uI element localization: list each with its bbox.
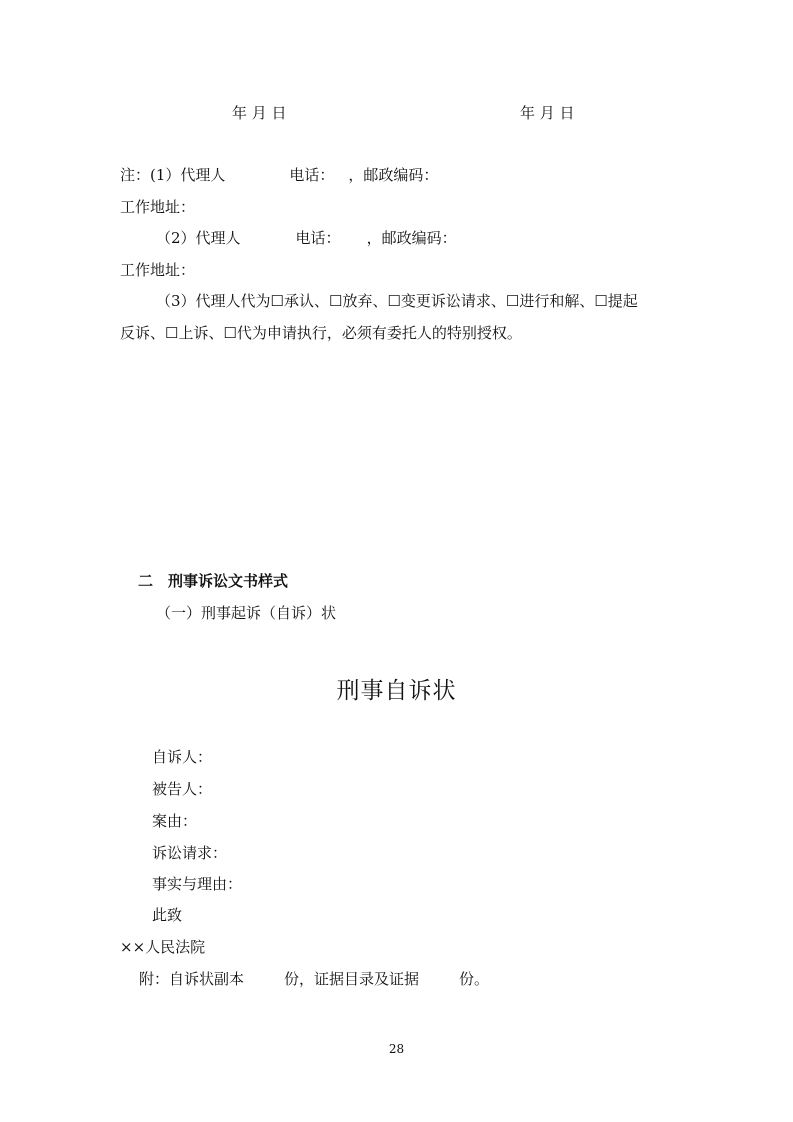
court-name: ××人民法院 <box>120 938 206 956</box>
note-agent-2-phone: 电话： <box>295 229 341 247</box>
note-line-agent-1 <box>120 165 438 185</box>
page-number: 28 <box>388 1042 405 1056</box>
note-agent-2-label: （2）代理人 <box>156 229 241 247</box>
note-agent-1-label: 注：(1）代理人 <box>120 166 226 184</box>
attachment-line <box>139 969 489 989</box>
field-salutation: 此致 <box>152 906 183 924</box>
date-right: 年 月 日 <box>520 104 575 122</box>
note-line-agent-2 <box>156 228 457 248</box>
field-claims: 诉讼请求： <box>152 844 228 862</box>
form-title: 刑事自诉状 <box>336 678 457 704</box>
note-line-address-2: 工作地址： <box>120 261 196 279</box>
note-agent-2-postal: ，邮政编码： <box>366 229 457 247</box>
note-line-address-1: 工作地址： <box>120 198 196 216</box>
field-defendant: 被告人： <box>152 780 213 798</box>
field-cause-of-action: 案由： <box>152 812 198 830</box>
attachment-evidence-label: 份，证据目录及证据 <box>284 970 420 988</box>
field-private-prosecutor: 自诉人： <box>152 748 213 766</box>
attachment-suffix: 份。 <box>459 970 490 988</box>
note-agent-1-postal: ，邮政编码： <box>348 166 439 184</box>
attachment-copy-label: 附：自诉状副本 <box>139 970 245 988</box>
field-facts-and-reasons: 事实与理由： <box>152 875 243 893</box>
date-left: 年 月 日 <box>232 104 287 122</box>
section-heading: 二 刑事诉讼文书样式 <box>138 572 289 590</box>
note-line-authorization-1: （3）代理人代为☐承认、☐放弃、☐变更诉讼请求、☐进行和解、☐提起 <box>156 292 638 310</box>
note-line-authorization-2: 反诉、☐上诉、☐代为申请执行，必须有委托人的特别授权。 <box>120 324 522 342</box>
note-agent-1-phone: 电话： <box>289 166 335 184</box>
section-subheading: （一）刑事起诉（自诉）状 <box>156 604 337 622</box>
